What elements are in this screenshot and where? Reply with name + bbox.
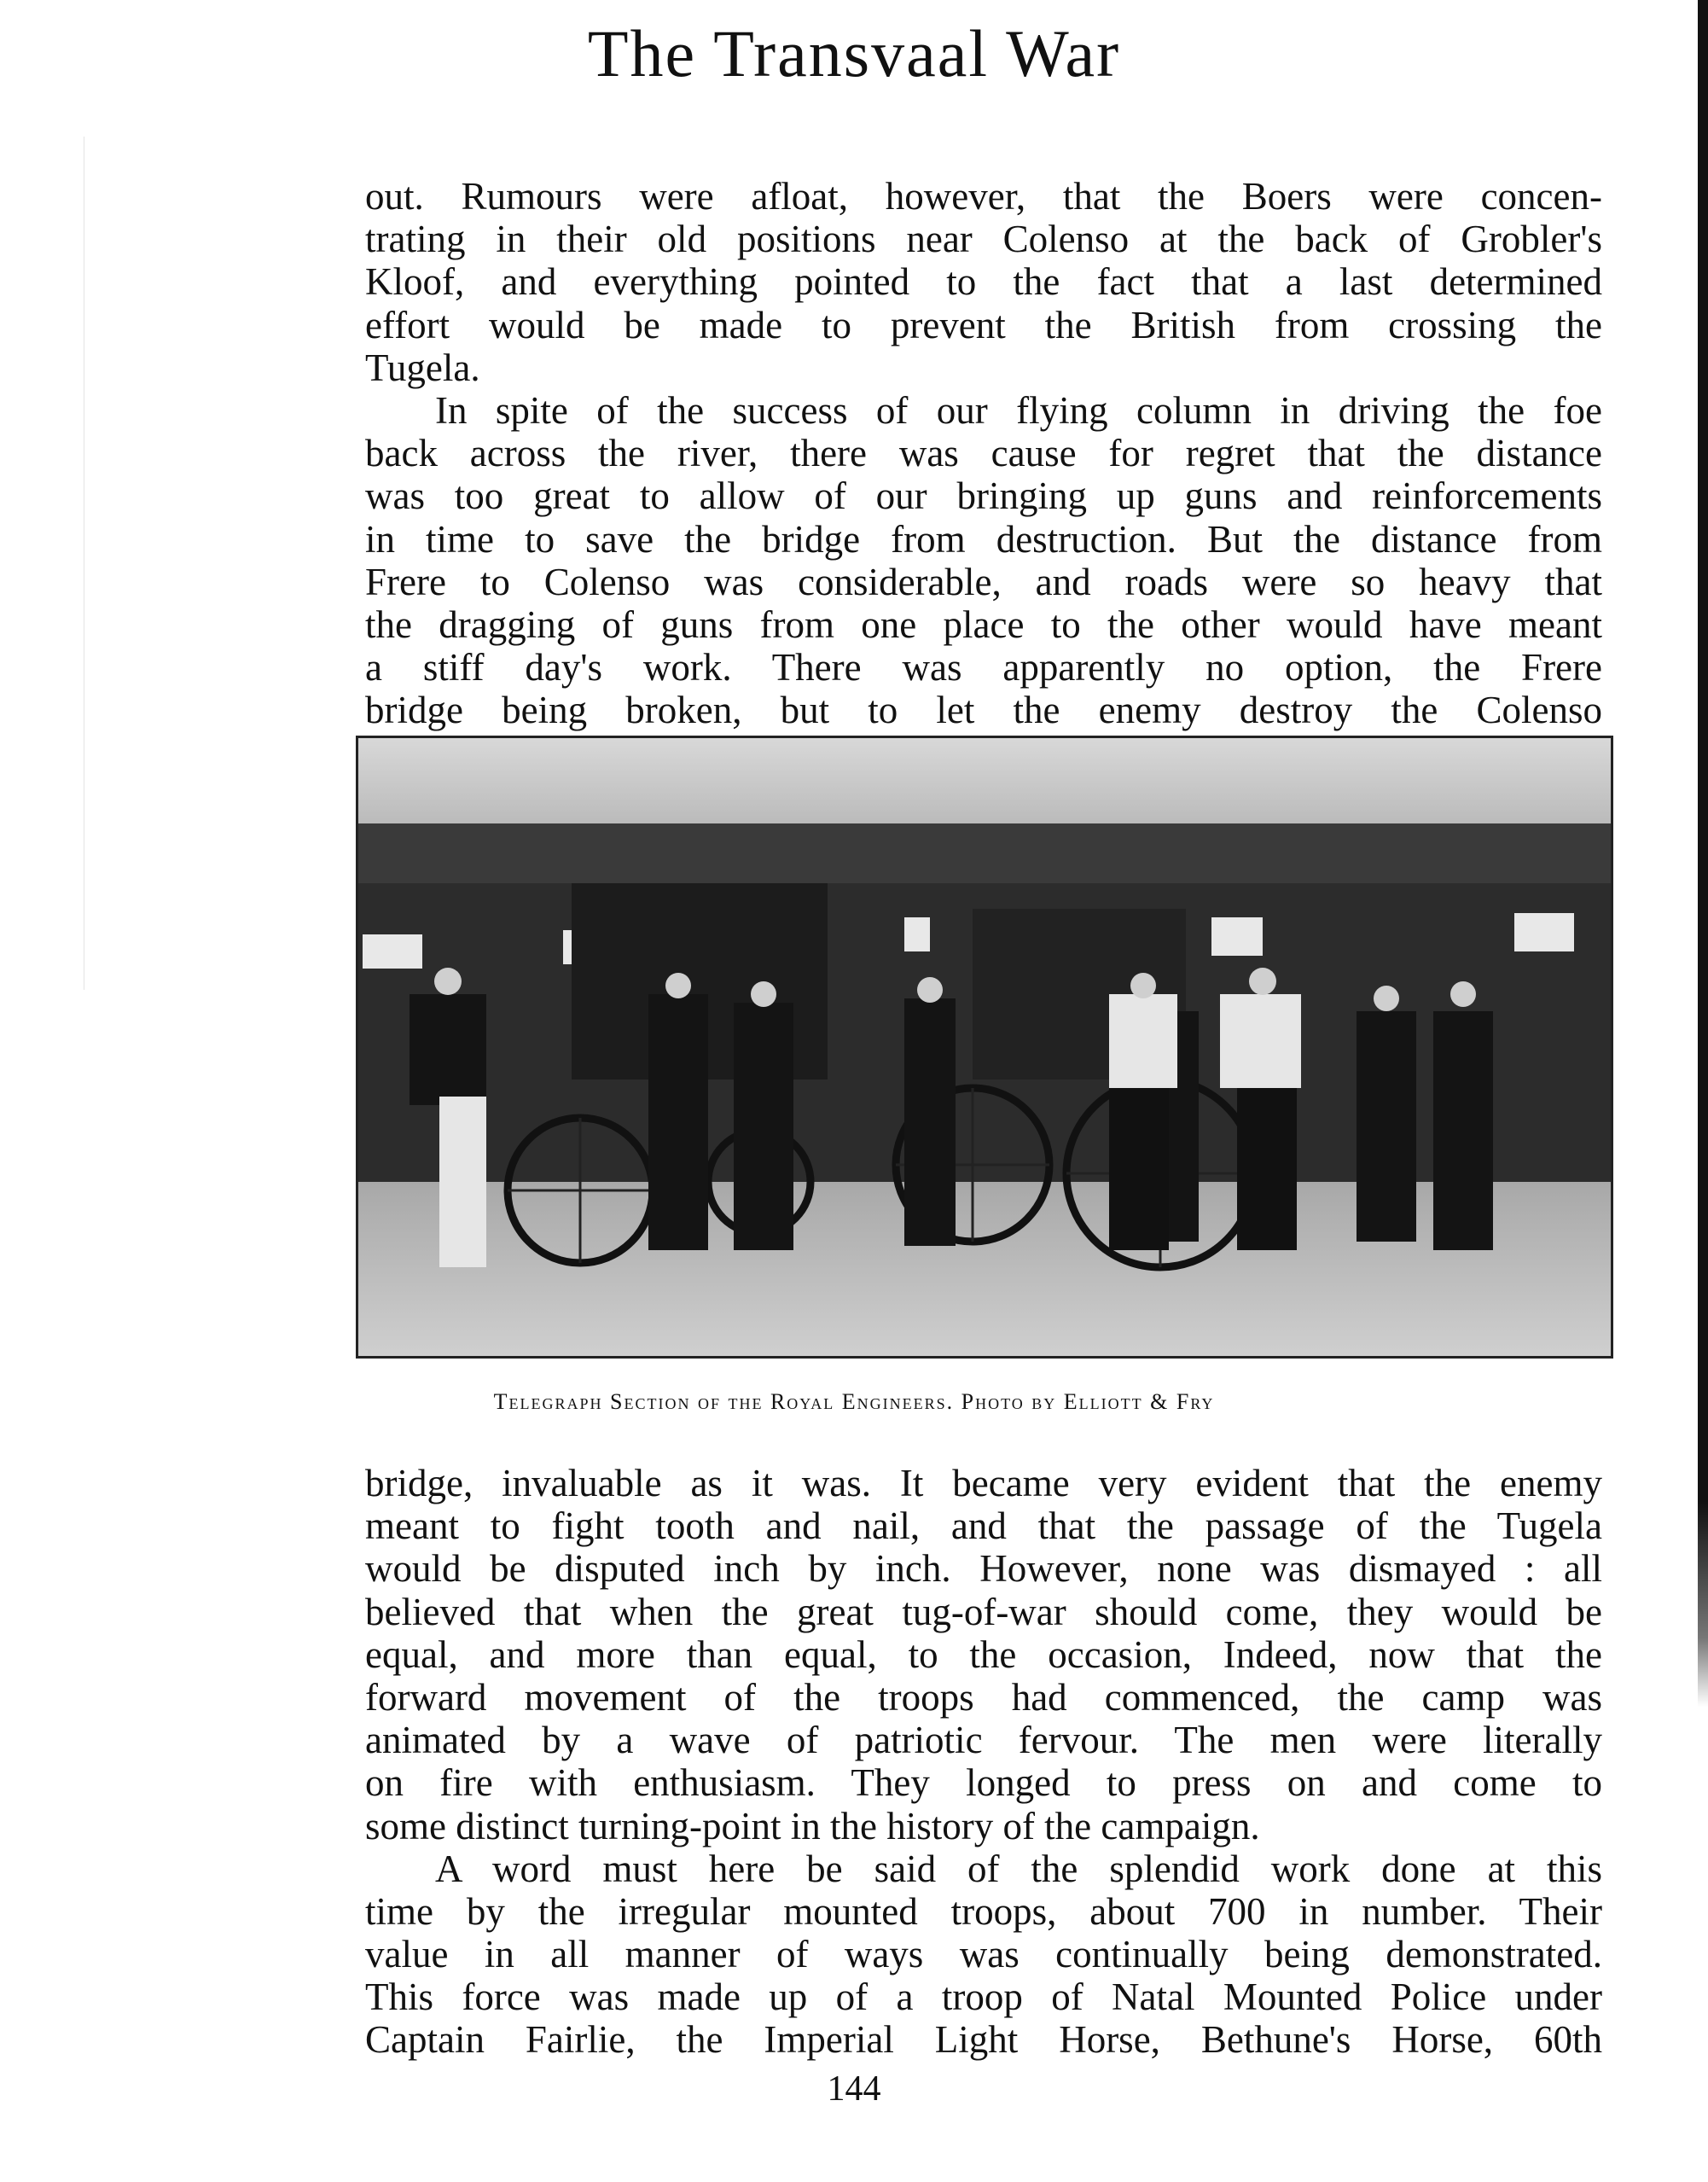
text-line: Frere to Colenso was considerable, and roads were so heavy that bbox=[365, 560, 1602, 603]
text-line: back across the river, there was cause for regret that the distance bbox=[365, 432, 1602, 475]
text-line: on fire with enthusiasm. They longed to press on and come to bbox=[365, 1761, 1602, 1805]
text-line: Kloof, and everything pointed to the fact that a last determined bbox=[365, 260, 1602, 304]
body-text-bottom bbox=[365, 1462, 1602, 2062]
text-line: equal, and more than equal, to the occasion, Indeed, now that the bbox=[365, 1632, 1602, 1676]
text-line: Tugela. bbox=[365, 346, 480, 389]
figure-caption: Telegraph Section of the Royal Engineers. Photo by Elliott & Fry bbox=[493, 1389, 1215, 1414]
text-line: effort would be made to prevent the British from crossing the bbox=[365, 303, 1602, 346]
photo-illustration bbox=[358, 738, 1611, 1356]
text-line: value in all manner of ways was continually being demonstrated. bbox=[365, 1933, 1602, 1976]
text-line: would be disputed inch by inch. However, none was dismayed : all bbox=[365, 1547, 1602, 1591]
text-line: a stiff day's work. There was apparently no option, the Frere bbox=[365, 646, 1602, 690]
text-line: time by the irregular mounted troops, about 700 in number. Their bbox=[365, 1889, 1602, 1933]
running-title: The Transvaal War bbox=[587, 16, 1121, 90]
text-line: animated by a wave of patriotic fervour. The men were literally bbox=[365, 1719, 1602, 1762]
page-number: 144 bbox=[827, 2069, 881, 2109]
text-line: out. Rumours were afloat, however, that the Boers were concen- bbox=[365, 175, 1602, 218]
text-line: In spite of the success of our flying column in driving the foe bbox=[435, 388, 1602, 432]
text-line: Captain Fairlie, the Imperial Light Horse, Bethune's Horse, 60th bbox=[365, 2018, 1602, 2062]
text-line: forward movement of the troops had commenced, the camp was bbox=[365, 1675, 1602, 1719]
text-line: bridge, invaluable as it was. It became very evident that the enemy bbox=[365, 1462, 1602, 1504]
text-line: in time to save the bridge from destruction. But the distance from bbox=[365, 517, 1602, 561]
text-line: some distinct turning-point in the history of the campaign. bbox=[365, 1804, 1260, 1847]
text-line: bridge being broken, but to let the enemy destroy the Colenso bbox=[365, 689, 1602, 732]
text-line: This force was made up of a troop of Natal Mounted Police under bbox=[365, 1975, 1602, 2019]
body-text-top bbox=[365, 175, 1602, 731]
text-line: was too great to allow of our bringing up guns and reinforcements bbox=[365, 474, 1602, 518]
text-line: meant to fight tooth and nail, and that the passage of the Tugela bbox=[365, 1504, 1602, 1548]
book-spine-edge bbox=[1698, 0, 1708, 1707]
text-line: believed that when the great tug-of-war should come, they would be bbox=[365, 1590, 1602, 1633]
text-line: A word must here be said of the splendid work done at this bbox=[435, 1847, 1602, 1890]
text-line: the dragging of guns from one place to the other would have meant bbox=[365, 602, 1602, 646]
text-line: trating in their old positions near Colenso at the back of Grobler's bbox=[365, 218, 1602, 261]
photograph bbox=[356, 736, 1613, 1359]
